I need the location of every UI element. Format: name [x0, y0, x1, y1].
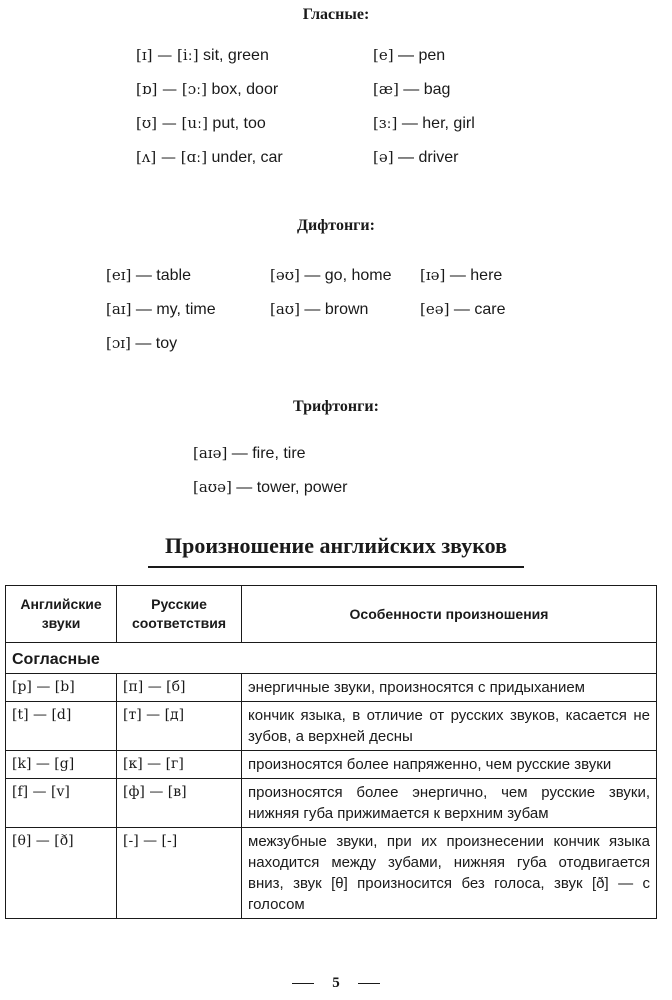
list-item: [ɒ] — [ɔː] box, door: [136, 80, 279, 98]
list-item: [ɪ] — [iː] sit, green: [136, 46, 269, 64]
list-item: [ʊ] — [uː] put, too: [136, 114, 266, 132]
english-sound-cell: [k] — [g]: [6, 751, 117, 779]
list-item: [ɜː] — her, girl: [373, 114, 475, 132]
triphthongs-heading: Трифтонги:: [293, 398, 379, 415]
table-header-row: [6, 586, 657, 643]
english-sound-cell: [θ] — [ð]: [6, 828, 117, 919]
english-sound-cell: [f] — [v]: [6, 779, 117, 828]
page-footer: [0, 975, 672, 992]
list-item: [e] — pen: [373, 46, 446, 64]
header-russian-equivalents: Русские соответствия: [117, 586, 242, 643]
header-english-sounds: Английские звуки: [6, 586, 117, 643]
list-item: [aɪ] — my, time: [106, 300, 216, 318]
table-row: [6, 828, 657, 919]
feature-cell: произносятся более напряженно, чем русские звуки: [242, 751, 657, 779]
english-sound-cell: [p] — [b]: [6, 674, 117, 702]
russian-sound-cell: [ф] — [в]: [117, 779, 242, 828]
list-item: [aʊə] — tower, power: [193, 478, 348, 496]
russian-sound-cell: [т] — [д]: [117, 702, 242, 751]
list-item: [ɔɪ] — toy: [106, 334, 178, 352]
table-row: [6, 779, 657, 828]
list-item: [æ] — bag: [373, 80, 451, 98]
table-row: [6, 674, 657, 702]
list-item: [əʊ] — go, home: [270, 266, 392, 284]
list-item: [aɪə] — fire, tire: [193, 444, 306, 462]
russian-sound-cell: [к] — [г]: [117, 751, 242, 779]
list-item: [ɪə] — here: [420, 266, 503, 284]
feature-cell: энергичные звуки, произносятся с придыханием: [242, 674, 657, 702]
feature-cell: межзубные звуки, при их произнесении кончик языка находится между зубами, нижняя губа отодвигается вниз, звук [θ] произносится без голоса, звук [ð] — с голосом: [242, 828, 657, 919]
section-consonants: Согласные: [6, 643, 657, 674]
footer-dash-right: [358, 983, 380, 984]
russian-sound-cell: [п] — [б]: [117, 674, 242, 702]
list-item: [eɪ] — table: [106, 266, 191, 284]
table-row: [6, 702, 657, 751]
page-number: 5: [332, 975, 340, 991]
title-underline: [148, 566, 524, 568]
pronunciation-table: [5, 585, 657, 919]
russian-sound-cell: [-] — [-]: [117, 828, 242, 919]
vowels-heading: Гласные:: [302, 6, 370, 23]
list-item: [ə] — driver: [373, 148, 459, 166]
list-item: [ʌ] — [ɑː] under, car: [136, 148, 283, 166]
feature-cell: произносятся более энергично, чем русские звуки, нижняя губа прижимается к верхним зубам: [242, 779, 657, 828]
table-row: [6, 751, 657, 779]
footer-dash-left: [292, 983, 314, 984]
header-pronunciation-features: Особенности произношения: [242, 586, 657, 643]
diphthongs-heading: Дифтонги:: [297, 217, 375, 234]
list-item: [eə] — care: [420, 300, 506, 318]
table-section-row: [6, 643, 657, 674]
section-title: Произношение английских звуков: [164, 533, 508, 558]
feature-cell: кончик языка, в отличие от русских звуков, касается не зубов, а верхней десны: [242, 702, 657, 751]
list-item: [aʊ] — brown: [270, 300, 369, 318]
english-sound-cell: [t] — [d]: [6, 702, 117, 751]
